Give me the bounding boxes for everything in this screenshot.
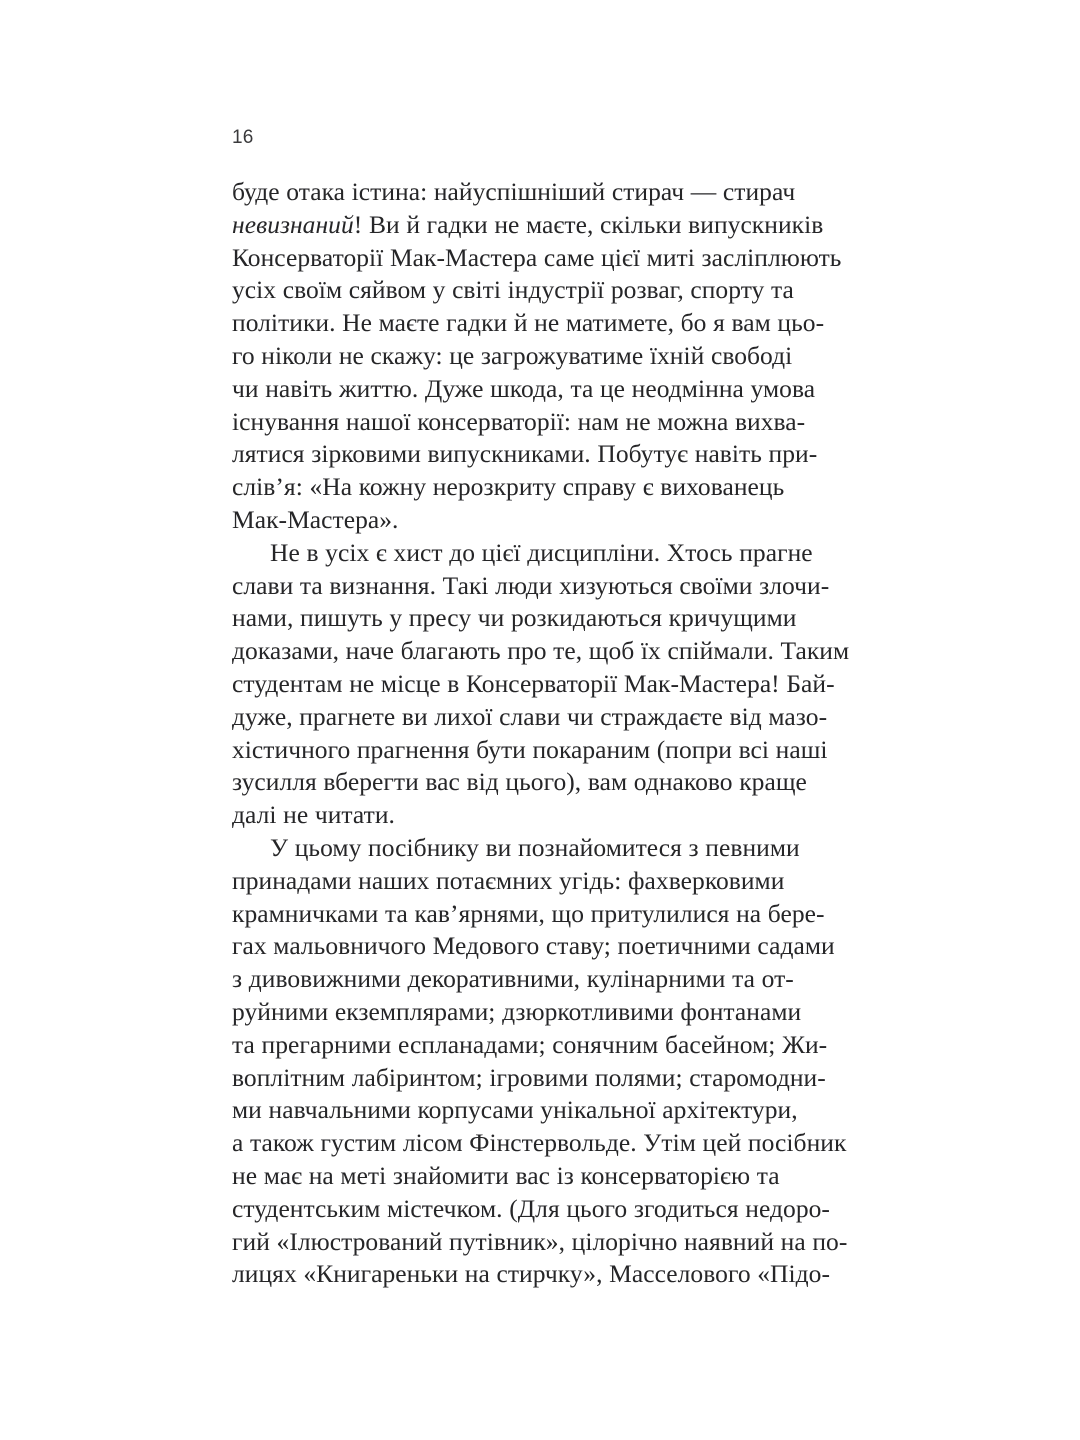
text-line-content: гах мальовничого Медового ставу; поетичними садами bbox=[232, 931, 835, 961]
text-line bbox=[232, 832, 892, 865]
text-line-content: крамничками та кав’ярнями, що притулилися на бере- bbox=[232, 898, 825, 928]
text-line bbox=[232, 274, 892, 307]
text-line-content: усіх своїм сяйвом у світі індустрії розваг, спорту та bbox=[232, 275, 794, 305]
text-line-content: хістичного прагнення бути покараним (попри всі наші bbox=[232, 734, 828, 764]
text-line bbox=[232, 570, 892, 603]
text-line-content: далі не читати. bbox=[232, 800, 395, 830]
paragraph bbox=[232, 176, 892, 537]
emphasis-italic: невизнаний bbox=[232, 209, 354, 239]
text-line bbox=[232, 209, 892, 242]
text-line-content: чи навіть життю. Дуже шкода, та це неодмінна умова bbox=[232, 373, 816, 403]
text-line bbox=[232, 406, 892, 439]
text-line bbox=[232, 1062, 892, 1095]
text-line-content: Не в усіх є хист до цієї дисципліни. Хтось прагне bbox=[270, 537, 813, 567]
text-line-content: буде отака істина: найуспішніший стирач — стирач bbox=[232, 177, 796, 206]
text-line bbox=[232, 930, 892, 963]
text-line bbox=[232, 1127, 892, 1160]
text-line bbox=[232, 898, 892, 931]
text-line bbox=[232, 1226, 892, 1259]
text-line-content: існування нашої консерваторії: нам не можна вихва- bbox=[232, 406, 806, 436]
paragraph bbox=[232, 832, 892, 1291]
text-line bbox=[232, 340, 892, 373]
text-line bbox=[232, 734, 892, 767]
text-line-content: не має на меті знайомити вас із консерваторією та bbox=[232, 1160, 780, 1190]
text-line bbox=[232, 701, 892, 734]
text-line bbox=[232, 537, 892, 570]
text-line bbox=[232, 865, 892, 898]
text-line-content: ми навчальними корпусами унікальної архітектури, bbox=[232, 1095, 798, 1125]
text-line-content: з дивовижними декоративними, кулінарними та от- bbox=[232, 964, 794, 994]
text-line bbox=[232, 1193, 892, 1226]
body-text-block bbox=[232, 176, 892, 1291]
text-line-content: студентам не місце в Консерваторії Мак-Мастера! Бай- bbox=[232, 668, 835, 698]
text-line bbox=[232, 1160, 892, 1193]
text-line bbox=[232, 438, 892, 471]
text-line-content: принадами наших потаємних угідь: фахверковими bbox=[232, 865, 785, 895]
text-line-content: лятися зірковими випускниками. Побутує навіть при- bbox=[232, 439, 818, 469]
text-line-content: ! Ви й гадки не маєте, скільки випускників bbox=[353, 209, 824, 239]
text-line bbox=[232, 307, 892, 340]
text-line-content: доказами, наче благають про те, щоб їх спіймали. Таким bbox=[232, 636, 850, 666]
text-line-content: дуже, прагнете ви лихої слави чи страждаєте від мазо- bbox=[232, 701, 828, 731]
text-line bbox=[232, 373, 892, 406]
text-line bbox=[232, 635, 892, 668]
text-line bbox=[232, 504, 892, 537]
text-line bbox=[232, 766, 892, 799]
text-line-content: слів’я: «На кожну нерозкриту справу є вихованець bbox=[232, 472, 785, 502]
text-line-content: Мак-Мастера». bbox=[232, 504, 399, 534]
text-line bbox=[232, 242, 892, 275]
text-line-content: воплітним лабіринтом; ігровими полями; старомодни- bbox=[232, 1062, 826, 1092]
text-line-content: та прегарними еспланадами; сонячним басейном; Жи- bbox=[232, 1029, 828, 1059]
text-line-content: зусилля вберегти вас від цього), вам однаково краще bbox=[232, 767, 807, 797]
text-line-content: У цьому посібнику ви познайомитеся з певними bbox=[270, 832, 800, 862]
text-line bbox=[232, 602, 892, 635]
text-line bbox=[232, 996, 892, 1029]
text-line bbox=[232, 176, 892, 209]
text-line-content: гий «Ілюстрований путівник», цілорічно наявний на по- bbox=[232, 1226, 848, 1256]
text-line bbox=[232, 471, 892, 504]
text-line bbox=[232, 1258, 892, 1291]
text-line-content: Консерваторії Мак-Мастера саме цієї миті засліплюють bbox=[232, 242, 842, 272]
text-line bbox=[232, 1029, 892, 1062]
paragraph bbox=[232, 537, 892, 832]
text-line-content: руйними екземплярами; дзюркотливими фонтанами bbox=[232, 996, 802, 1026]
text-line-content: нами, пишуть у пресу чи розкидаються кричущими bbox=[232, 603, 797, 633]
text-line-content: слави та визнання. Такі люди хизуються своїми злочи- bbox=[232, 570, 830, 600]
text-line-content: а також густим лісом Фінстервольде. Утім цей посібник bbox=[232, 1128, 847, 1158]
text-line bbox=[232, 1094, 892, 1127]
text-line-content: політики. Не маєте гадки й не матимете, бо я вам цьо- bbox=[232, 308, 825, 338]
text-line-content: студентським містечком. (Для цього згодиться недоро- bbox=[232, 1193, 830, 1223]
text-line bbox=[232, 963, 892, 996]
page-number: 16 bbox=[232, 127, 254, 148]
text-line bbox=[232, 668, 892, 701]
text-line bbox=[232, 799, 892, 832]
text-line-content: го ніколи не скажу: це загрожуватиме їхній свободі bbox=[232, 340, 793, 370]
text-line-content: лицях «Книгареньки на стирчку», Масселового «Підо- bbox=[232, 1259, 831, 1289]
